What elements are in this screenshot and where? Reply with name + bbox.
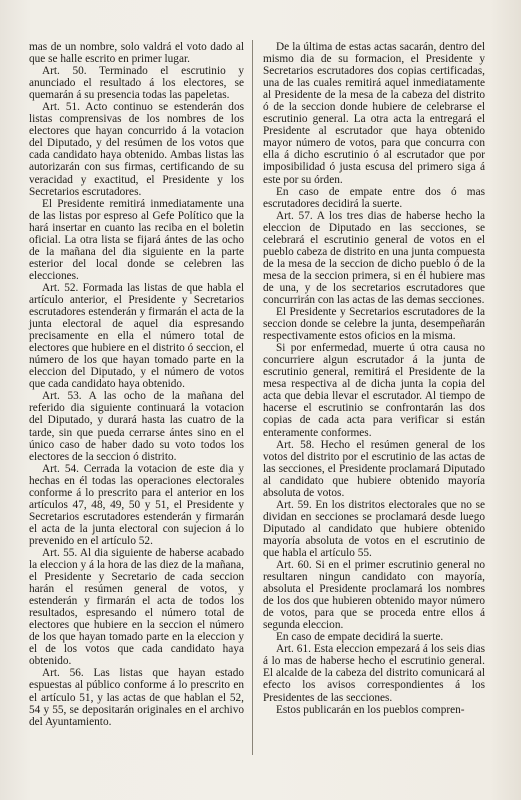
paragraph: Art. 59. En los distritos electorales que no se dividan en secciones se proclamará desde luego Diputado al candidato que hubiere obtenido mayoría absoluta de votos en el escrutinio de que habla el artículo 55. [263, 498, 485, 559]
paragraph: Si por enfermedad, muerte ú otra causa no concurriere algun escrutador á la junta de escrutinio general, remitirá el Presidente de la mesa respectiva al de dicha junta la copia del acta que debia llevar el escrutador. Al tiempo de hacerse el escrutinio se confrontarán las dos copias de cada acta para verificar si están enteramente conformes. [263, 342, 485, 439]
paragraph: Estos publicarán en los pueblos compren- [276, 703, 465, 716]
paragraph: Art. 56. Las listas que hayan estado espuestas al público conforme á lo prescrito en el artículo 51, y las actas de que hablan el 52, 54 y 55, se depositarán originales en el archivo del Ayuntamiento. [29, 667, 244, 728]
paragraph: mas de un nombre, solo valdrá el voto dado al que se halle escrito en primer lugar. [29, 41, 244, 66]
paragraph: Art. 55. Al dia siguiente de haberse acabado la eleccion y á la hora de las diez de la mañana, el Presidente y Secretario de cada seccion harán el resúmen general de votos, y estenderán y firmarán el acta de todos los resultados, espresando el número total de electores que hubiere en la seccion el número de los que hayan tomado parte en la eleccion y el de los votos que cada candidato haya obtenido. [29, 546, 244, 668]
paragraph: Art. 51. Acto continuo se estenderán dos listas comprensivas de los nombres de los electores que hayan concurrido á la votacion del Diputado, y del resúmen de los votos que cada candidato haya obtenido. Ambas listas las autorizarán con sus firmas, certificando de su veracidad y exactitud, el Presidente y los Secretarios escrutadores. [29, 101, 244, 198]
paragraph: Art. 58. Hecho el resúmen general de los votos del distrito por el escrutinio de las actas de las secciones, el Presidente proclamará Diputado al candidato que hubiere obtenido mayoría absoluta de votos. [263, 438, 485, 499]
paragraph: El Presidente y Secretarios escrutadores de la seccion donde se celebre la junta, desempeñarán respectivamente estos oficios en la misma. [263, 306, 485, 343]
paragraph: Art. 50. Terminado el escrutinio y anunciado el resultado á los electores, se quemarán á su presencia todas las papeletas. [29, 65, 244, 102]
paragraph: En caso de empate entre dos ó mas escrutadores decidirá la suerte. [263, 185, 485, 210]
paragraph: Art. 57. A los tres dias de haberse hecho la eleccion de Diputado en las secciones, se celebrará el escrutinio general de votos en el pueblo cabeza de distrito en una junta compuesta de la mesa de la seccion de dicho pueblo ó de la mesa de la seccion primera, si en él hubiere mas de una, y de los secretarios escrutadores que concurrirán con las actas de las demas secciones. [263, 209, 485, 306]
paragraph: Art. 52. Formada las listas de que habla el artículo anterior, el Presidente y Secretarios escrutadores estenderán y firmarán el acta de la junta electoral de aquel dia espresando precisamente en ella el número total de electores que hubiere en el distrito ó seccion, el número de los que hayan tomado parte en la eleccion del Diputado, y el número de votos que cada candidato haya obtenido. [29, 281, 244, 391]
left-column [29, 41, 244, 728]
column-divider [252, 40, 253, 755]
right-column [263, 41, 485, 716]
paragraph: Art. 61. Esta eleccion empezará á los seis dias á lo mas de haberse hecho el escrutinio general. El alcalde de la cabeza del distrito comunicará al efecto los avisos correspondientes á los Presidentes de las secciones. [263, 643, 485, 704]
paragraph: De la última de estas actas sacarán, dentro del mismo dia de su formacion, el Presidente y Secretarios escrutadores dos copias certificadas, una de las cuales remitirá aquel inmediatamente al Presidente de la mesa de la cabeza del distrito ó de la seccion donde hubiere de celebrarse el escrutinio general. La otra acta la entregará el Presidente al escrutador que haya obtenido mayor número de votos, para que concurra con ella á dicho escrutinio ó al escrutador que por imposibilidad ó justa escusa del primero siga á este por su órden. [263, 41, 485, 186]
paragraph: Art. 54. Cerrada la votacion de este dia y hechas en él todas las operaciones electorales conforme á lo prescrito para el anterior en los artículos 47, 48, 49, 50 y 51, el Presidente y Secretarios escrutadores estenderán y firmarán el acta de la junta electoral con sujecion á lo prevenido en el artículo 52. [29, 462, 244, 547]
paragraph: El Presidente remitirá inmediatamente una de las listas por espreso al Gefe Político que la hará insertar en cuanto las reciba en el boletin oficial. La otra lista se fijará ántes de las ocho de la mañana del dia siguiente en la parte esterior del local donde se celebren las elecciones. [29, 197, 244, 282]
paragraph: En caso de empate decidirá la suerte. [276, 631, 444, 644]
paragraph: Art. 60. Si en el primer escrutinio general no resultaren ningun candidato con mayoría, absoluta el Presidente proclamará los nombres de los dos que hubieren obtenido mayor número de votos, para que se proceda entre ellos á segunda eleccion. [263, 559, 485, 632]
paragraph: Art. 53. A las ocho de la mañana del referido dia siguiente continuará la votacion del Diputado, y durará hasta las cuatro de la tarde, sin que pueda cerrarse ántes sino en el único caso de haber dado su voto todos los electores de la seccion ó distrito. [29, 390, 244, 463]
